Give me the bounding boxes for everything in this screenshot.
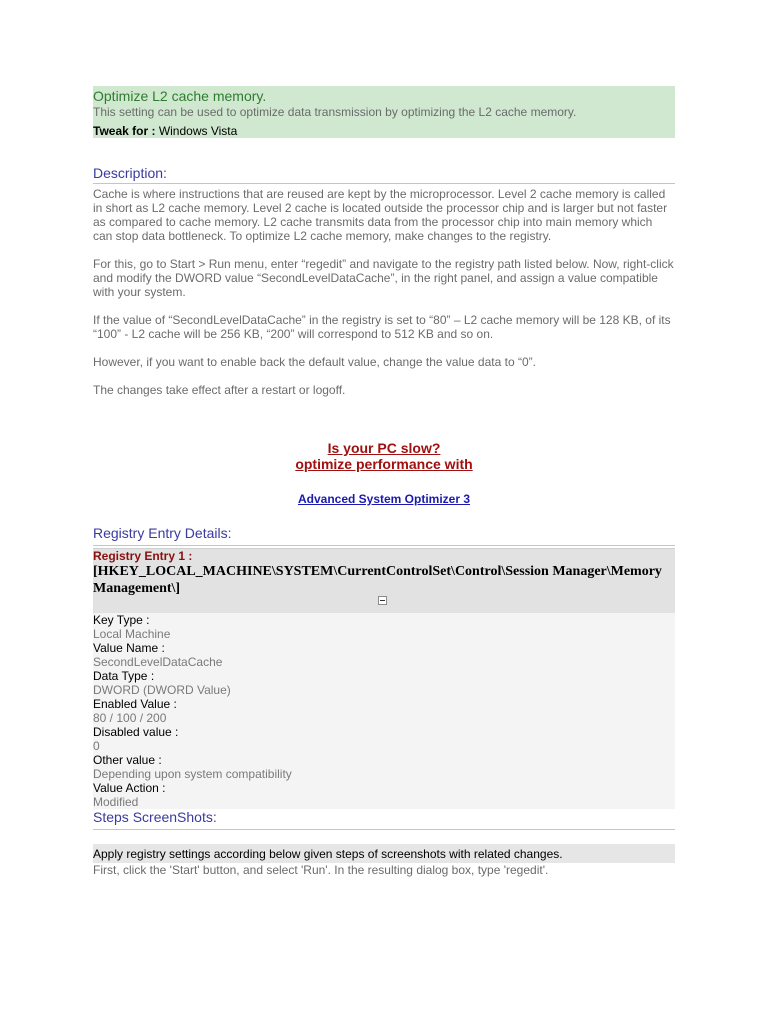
step-1-text: First, click the 'Start' button, and select 'Run'. In the resulting dialog box, type 'regedit'. — [93, 863, 549, 877]
promo-question[interactable]: Is your PC slow? — [327, 440, 441, 456]
field-key: Value Action : — [93, 781, 166, 795]
description-body — [93, 187, 675, 397]
field-value: DWORD (DWORD Value) — [93, 683, 231, 697]
description-paragraph: The changes take effect after a restart or logoff. — [93, 383, 346, 397]
field-value: 0 — [93, 739, 100, 753]
field-value: SecondLevelDataCache — [93, 655, 223, 669]
tweak-summary-box — [93, 86, 675, 138]
promo-block — [93, 440, 675, 472]
tweak-for-value: Windows Vista — [158, 124, 238, 138]
tweak-title: Optimize L2 cache memory. — [93, 88, 267, 104]
registry-entry-fields — [93, 613, 675, 809]
description-paragraph: If the value of “SecondLevelDataCache” in the registry is set to “80” – L2 cache memory will be 128 KB, of its “100” - L2 cache will be 256 KB, “200” will correspond to 512 KB and so on. — [93, 313, 671, 341]
registry-heading: Registry Entry Details: — [93, 525, 675, 546]
product-link-row — [93, 490, 675, 508]
tweak-for-line — [93, 124, 675, 138]
field-key: Disabled value : — [93, 725, 179, 739]
field-key: Enabled Value : — [93, 697, 177, 711]
description-paragraph: Cache is where instructions that are reused are kept by the microprocessor. Level 2 cache memory is called in short as L2 cache memory. Level 2 cache is located outside the processor chip and is larger but not faster as compared to cache memory. L2 cache transmits data from the processor chip into main memory which can stop data bottleneck. To optimize L2 cache memory, make changes to the registry. — [93, 187, 668, 243]
registry-entry-header — [93, 548, 675, 613]
field-key: Data Type : — [93, 669, 155, 683]
registry-entry-label: Registry Entry 1 : — [93, 549, 193, 563]
tweak-for-label: Tweak for : — [93, 124, 156, 138]
product-link[interactable]: Advanced System Optimizer 3 — [297, 492, 471, 506]
field-value: 80 / 100 / 200 — [93, 711, 167, 725]
steps-intro: Apply registry settings according below given steps of screenshots with related changes. — [93, 844, 675, 863]
promo-tagline[interactable]: optimize performance with — [295, 456, 473, 472]
description-paragraph: For this, go to Start > Run menu, enter “regedit” and navigate to the registry path listed below. Now, right-click and modify the DWORD value “SecondLevelDataCache”, in the right panel, and assign a value compatible with your system. — [93, 257, 674, 299]
field-key: Value Name : — [93, 641, 165, 655]
collapse-icon[interactable] — [378, 596, 387, 605]
field-key: Other value : — [93, 753, 162, 767]
description-paragraph: However, if you want to enable back the default value, change the value data to “0”. — [93, 355, 536, 369]
steps-heading: Steps ScreenShots: — [93, 809, 675, 830]
article — [93, 86, 675, 877]
registry-path: [HKEY_LOCAL_MACHINE\SYSTEM\CurrentControlSet\Control\Session Manager\Memory Management\] — [93, 564, 662, 596]
field-value: Depending upon system compatibility — [93, 767, 292, 781]
description-heading: Description: — [93, 165, 675, 184]
tweak-summary: This setting can be used to optimize data transmission by optimizing the L2 cache memory. — [93, 105, 577, 119]
field-value: Modified — [93, 795, 139, 809]
field-value: Local Machine — [93, 627, 171, 641]
field-key: Key Type : — [93, 613, 150, 627]
